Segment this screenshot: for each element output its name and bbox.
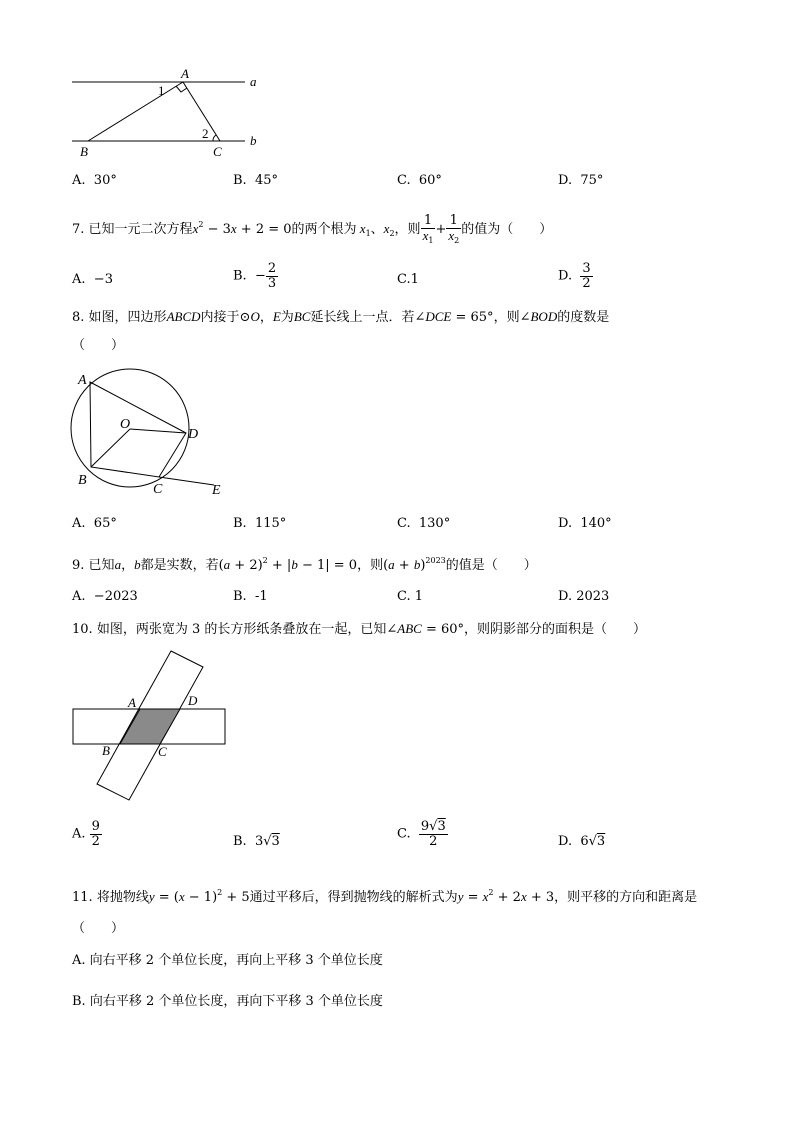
right-angle-mark — [176, 86, 187, 92]
label-d: D — [188, 693, 198, 708]
q11-stem-line1: 11. 将抛物线$y = (x - 1)^2 + 5$通过平移后，得到抛物线的解析式为$y = x^2 + 2x + 3$，则平移的方向和距离是 — [72, 888, 698, 905]
q9-option-c[interactable]: C. 1 — [397, 589, 424, 604]
q6-option-c[interactable]: C. 60° — [397, 173, 442, 188]
q8-option-a[interactable]: A. 65° — [72, 516, 117, 531]
q11-stem-line2: （ ） — [72, 921, 125, 936]
parallel-lines-figure — [60, 64, 280, 164]
q8-option-c[interactable]: C. 130° — [397, 516, 451, 531]
segment-od — [130, 429, 186, 433]
label-angle-2: 2 — [202, 126, 209, 141]
q6-option-b[interactable]: B. 45° — [233, 173, 278, 188]
q6-option-d[interactable]: D. 75° — [558, 173, 604, 188]
label-line-a: a — [250, 74, 257, 89]
q10-option-d[interactable]: D. 6√3 — [558, 834, 606, 849]
q10-option-c[interactable]: C. $\frac{9√3}{2}$ — [397, 819, 446, 849]
label-e: E — [212, 483, 221, 498]
label-point-c: C — [213, 144, 222, 159]
angle-2-arc — [213, 135, 216, 141]
label-c: C — [158, 744, 167, 759]
segment-ob — [91, 429, 130, 467]
label-line-b: b — [250, 133, 257, 148]
fraction-1-over-x1: $\frac{1}{x_1}$ — [422, 212, 434, 245]
q7-option-b[interactable]: B. − $\frac{2}{3}$ — [233, 261, 277, 291]
label-angle-1: 1 — [158, 83, 165, 98]
q7-option-a[interactable]: A. −3 — [72, 272, 113, 287]
label-b: B — [102, 743, 110, 758]
label-point-b: B — [80, 144, 88, 159]
ray-ce — [159, 477, 214, 485]
circle-quadrilateral-figure — [64, 366, 234, 501]
label-o: O — [120, 417, 131, 432]
q9-option-d[interactable]: D. 2023 — [558, 589, 610, 604]
label-point-a: A — [181, 66, 189, 81]
q10-stem: 10. 如图，两张宽为 3 的长方形纸条叠放在一起，已知∠ABC = 60°，则阴影部分的面积是（ ） — [72, 621, 647, 637]
label-c: C — [153, 482, 163, 497]
segment-ab — [88, 82, 183, 141]
q8-option-b[interactable]: B. 115° — [233, 516, 287, 531]
q7-option-c[interactable]: C.1 — [397, 272, 419, 287]
fraction-1-over-x2: $\frac{1}{x_2}$ — [448, 212, 460, 245]
q9-option-b[interactable]: B. -1 — [233, 589, 268, 604]
label-a: A — [128, 695, 136, 710]
q9-stem: 9. 已知a，b都是实数，若$(a + 2)^2 + |b - 1| = 0$，则$(a + b)^{2023}$的值是（ ） — [72, 556, 537, 573]
label-b: B — [78, 473, 87, 488]
q8-stem-line2: （ ） — [72, 338, 125, 353]
q7-stem: 7. 已知一元二次方程$x^2 - 3x + 2 = 0$的两个根为 $x_1$、$x_2$，则 $\frac{1}{x_1}$ + $\frac{1}{x_2}$ 的值为（ ） — [72, 212, 553, 245]
q7-option-d[interactable]: D. $\frac{3}{2}$ — [558, 261, 591, 291]
overlapping-strips-figure — [60, 645, 240, 810]
q10-option-a[interactable]: A. $\frac{9}{2}$ — [72, 819, 100, 849]
q8-stem-line1: 8. 如图，四边形ABCD内接于⊙O，E为BC延长线上一点．若∠DCE = 65°，则∠BOD的度数是 — [72, 309, 610, 325]
q9-option-a[interactable]: A. −2023 — [72, 589, 138, 604]
q6-option-a[interactable]: A. 30° — [72, 173, 117, 188]
label-d: D — [188, 427, 199, 442]
q11-option-a[interactable]: A. 向右平移 2 个单位长度，再向上平移 3 个单位长度 — [72, 953, 383, 968]
q10-option-b[interactable]: B. 3√3 — [233, 834, 280, 849]
label-a: A — [78, 373, 87, 388]
q11-option-b[interactable]: B. 向右平移 2 个单位长度，再向下平移 3 个单位长度 — [72, 994, 383, 1009]
q8-option-d[interactable]: D. 140° — [558, 516, 612, 531]
